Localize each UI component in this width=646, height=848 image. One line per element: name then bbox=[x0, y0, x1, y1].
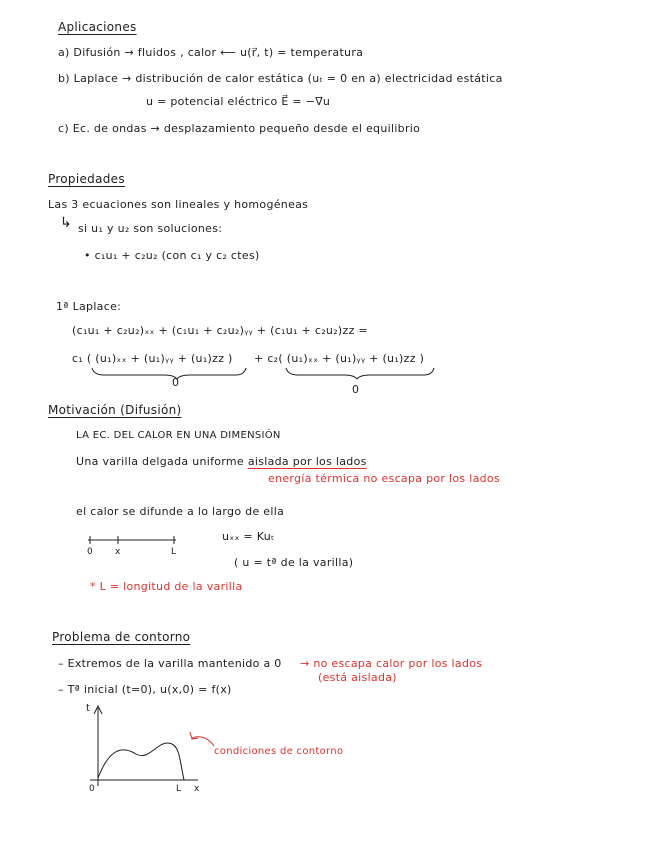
graph-label-t: t bbox=[86, 703, 91, 714]
underbrace-left bbox=[92, 368, 246, 379]
prop-soluciones-line: si u₁ y u₂ son soluciones: bbox=[78, 222, 223, 235]
graph-label-x: x bbox=[194, 784, 200, 794]
laplace-eq-2a: c₁ ( (u₁)ₓₓ + (u₁)ᵧᵧ + (u₁)zz ) bbox=[72, 352, 233, 365]
section-title-aplicaciones: Aplicaciones bbox=[58, 20, 137, 34]
longitud-note: * L = longitud de la varilla bbox=[90, 580, 243, 593]
app-laplace-line: b) Laplace → distribución de calor estática (uₜ = 0 en a) electricidad estática bbox=[58, 72, 503, 85]
section-title-motivacion: Motivación (Difusión) bbox=[48, 403, 182, 417]
underbrace-right bbox=[286, 368, 434, 379]
axis-label-L: L bbox=[171, 547, 177, 557]
motivacion-ec-calor: LA EC. DEL CALOR EN UNA DIMENSIÓN bbox=[76, 430, 281, 441]
aislada-note: (está aislada) bbox=[318, 671, 397, 684]
axis-label-x: x bbox=[115, 547, 121, 557]
prop-lineales-line: Las 3 ecuaciones son lineales y homogéneas bbox=[48, 198, 309, 211]
heat-equation: uₓₓ = Kuₜ bbox=[222, 530, 275, 543]
motivacion-varilla-line bbox=[76, 455, 367, 469]
arrow-icon: ↳ bbox=[60, 215, 73, 231]
calor-difunde-line: el calor se difunde a lo largo de ella bbox=[76, 505, 285, 518]
prop-combinacion-line: • c₁u₁ + c₂u₂ (con c₁ y c₂ ctes) bbox=[84, 249, 260, 262]
initial-profile-curve bbox=[98, 743, 184, 780]
condiciones-contorno-note: condiciones de contorno bbox=[214, 746, 344, 757]
red-arrow-icon bbox=[190, 732, 214, 746]
varilla-axis bbox=[84, 532, 184, 560]
graph-label-L: L bbox=[176, 784, 182, 794]
underbraces bbox=[90, 366, 450, 380]
aislada-underlined: aislada por los lados bbox=[247, 455, 367, 468]
section-title-contorno: Problema de contorno bbox=[52, 630, 191, 644]
no-escapa-note: → no escapa calor por los lados bbox=[300, 657, 483, 670]
laplace-eq-1: (c₁u₁ + c₂u₂)ₓₓ + (c₁u₁ + c₂u₂)ᵧᵧ + (c₁u₁ + c₂u₂)zz = bbox=[72, 324, 368, 337]
zero-left: 0 bbox=[172, 376, 180, 389]
u-temperatura-note: ( u = tª de la varilla) bbox=[234, 556, 354, 569]
graph-label-0: 0 bbox=[89, 784, 96, 794]
laplace-heading: 1ª Laplace: bbox=[56, 300, 122, 313]
energia-termica-note: energía térmica no escapa por los lados bbox=[268, 472, 500, 485]
app-potencial-line: u = potencial eléctrico E⃗ = −∇⃗u bbox=[146, 95, 331, 108]
laplace-eq-2b: + c₂( (u₁)ₓₓ + (u₁)ᵧᵧ + (u₁)zz ) bbox=[254, 352, 425, 365]
axis-label-0: 0 bbox=[87, 547, 94, 557]
section-title-propiedades: Propiedades bbox=[48, 172, 125, 186]
app-difusion-line: a) Difusión → fluidos , calor ⟵ u(r⃗, t) = temperatura bbox=[58, 46, 364, 59]
app-ondas-line: c) Ec. de ondas → desplazamiento pequeño desde el equilibrio bbox=[58, 122, 421, 135]
extremos-line: – Extremos de la varilla mantenido a 0 bbox=[58, 657, 282, 670]
varilla-text: Una varilla delgada uniforme bbox=[76, 455, 248, 468]
zero-right: 0 bbox=[352, 383, 360, 396]
temperatura-inicial-line: – Tª inicial (t=0), u(x,0) = f(x) bbox=[58, 683, 232, 696]
